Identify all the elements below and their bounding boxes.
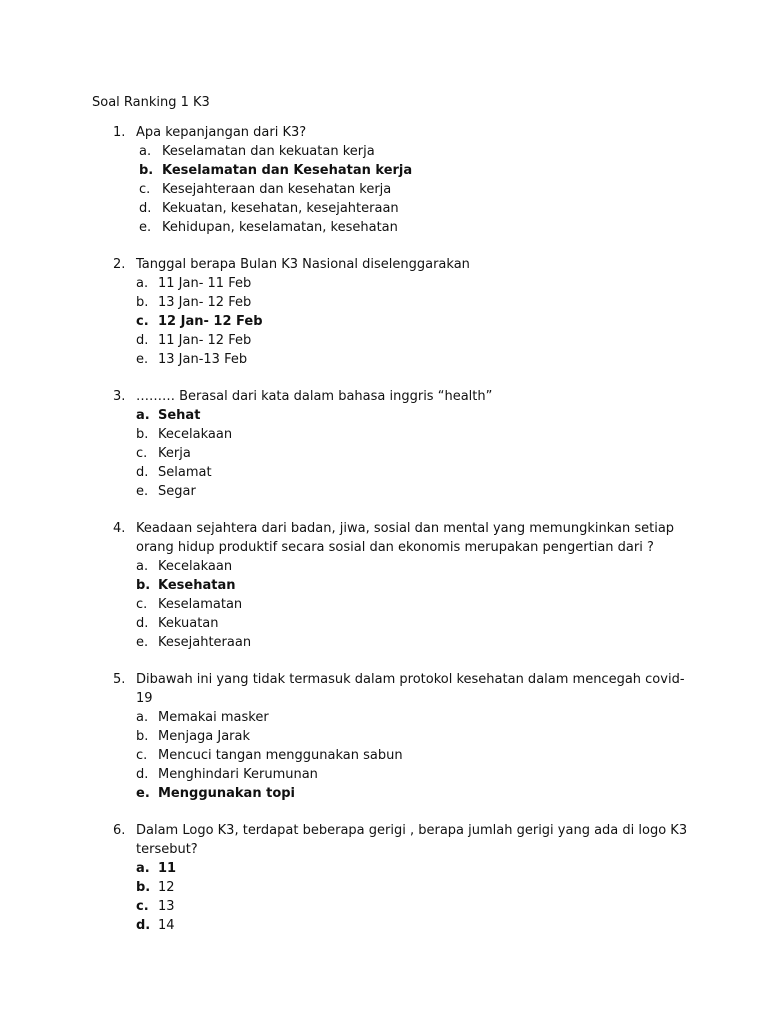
option-letter: a. bbox=[136, 408, 150, 423]
option-letter: e. bbox=[136, 635, 149, 650]
option-letter: b. bbox=[136, 578, 151, 593]
option-letter: d. bbox=[136, 918, 151, 933]
option-letter: c. bbox=[136, 314, 149, 329]
option-text: Keselamatan dan Kesehatan kerja bbox=[162, 163, 413, 178]
option-d bbox=[0, 614, 768, 633]
option-letter: a. bbox=[136, 559, 149, 574]
question-1 bbox=[0, 123, 768, 237]
option-c bbox=[0, 444, 768, 463]
option-letter: b. bbox=[136, 880, 151, 895]
option-text: Keselamatan dan kekuatan kerja bbox=[162, 144, 375, 159]
option-e bbox=[0, 350, 768, 369]
option-letter: e. bbox=[136, 786, 150, 801]
option-letter: e. bbox=[136, 352, 149, 367]
option-text: Memakai masker bbox=[158, 710, 269, 725]
option-letter: d. bbox=[136, 767, 149, 782]
option-b bbox=[0, 425, 768, 444]
option-c bbox=[0, 746, 768, 765]
option-d bbox=[0, 331, 768, 350]
option-b-answer bbox=[0, 576, 768, 595]
option-text: Menghindari Kerumunan bbox=[158, 767, 318, 782]
option-text: 11 Jan- 12 Feb bbox=[158, 333, 252, 348]
option-a bbox=[0, 142, 768, 161]
question-list bbox=[0, 123, 768, 953]
option-text: Kesejahteraan dan kesehatan kerja bbox=[162, 182, 392, 197]
option-text: Keselamatan bbox=[158, 597, 243, 612]
question-number: 3. bbox=[113, 389, 126, 404]
option-text: Kerja bbox=[158, 446, 191, 461]
option-text: 13 Jan- 12 Feb bbox=[158, 295, 252, 310]
option-text: 11 bbox=[158, 861, 177, 876]
option-text: 14 bbox=[158, 918, 175, 933]
option-letter: a. bbox=[139, 144, 152, 159]
option-d bbox=[0, 199, 768, 218]
option-c bbox=[0, 180, 768, 199]
option-e bbox=[0, 633, 768, 652]
option-text: 13 bbox=[158, 899, 175, 914]
question-text: 4. Keadaan sejahtera dari badan, jiwa, sosial dan mental yang memungkinkan setiap orang hidup produktif secara sosial dan ekonomis merupakan pengertian dari ? bbox=[113, 521, 675, 555]
question-text: 1. Apa kepanjangan dari K3? bbox=[113, 125, 307, 140]
question-3 bbox=[0, 387, 768, 501]
option-letter: b. bbox=[136, 427, 149, 442]
option-letter: a. bbox=[136, 861, 150, 876]
option-text: Selamat bbox=[158, 465, 212, 480]
option-letter: c. bbox=[136, 597, 148, 612]
option-letter: b. bbox=[136, 729, 149, 744]
option-text: Segar bbox=[158, 484, 196, 499]
option-text: 12 bbox=[158, 880, 175, 895]
question-text: 3. ……… Berasal dari kata dalam bahasa inggris “health” bbox=[113, 389, 493, 404]
option-text: Kecelakaan bbox=[158, 427, 233, 442]
question-6 bbox=[0, 821, 768, 935]
option-letter: c. bbox=[136, 899, 149, 914]
option-letter: d. bbox=[136, 333, 149, 348]
option-letter: c. bbox=[136, 748, 148, 763]
option-text: Sehat bbox=[158, 408, 201, 423]
option-text: Kehidupan, keselamatan, kesehatan bbox=[162, 220, 398, 235]
option-text: Kekuatan bbox=[158, 616, 219, 631]
option-b bbox=[0, 293, 768, 312]
option-letter: b. bbox=[139, 163, 154, 178]
option-d bbox=[0, 463, 768, 482]
option-text: Kekuatan, kesehatan, kesejahteraan bbox=[162, 201, 399, 216]
option-letter: e. bbox=[139, 220, 152, 235]
option-letter: a. bbox=[136, 710, 149, 725]
option-letter: d. bbox=[136, 616, 149, 631]
option-e bbox=[0, 218, 768, 237]
option-c-answer bbox=[0, 312, 768, 331]
option-d bbox=[0, 765, 768, 784]
option-text: 12 Jan- 12 Feb bbox=[158, 314, 263, 329]
option-a-answer bbox=[0, 406, 768, 425]
option-text: Menjaga Jarak bbox=[158, 729, 251, 744]
option-d bbox=[0, 916, 768, 935]
question-number: 4. bbox=[113, 521, 126, 536]
option-b bbox=[0, 727, 768, 746]
option-letter: a. bbox=[136, 276, 149, 291]
option-text: Kesehatan bbox=[158, 578, 236, 593]
question-5 bbox=[0, 670, 768, 803]
option-text: Mencuci tangan menggunakan sabun bbox=[158, 748, 403, 763]
option-text: Kesejahteraan bbox=[158, 635, 252, 650]
option-a bbox=[0, 708, 768, 727]
option-text: 11 Jan- 11 Feb bbox=[158, 276, 252, 291]
question-4 bbox=[0, 519, 768, 652]
option-text: 13 Jan-13 Feb bbox=[158, 352, 248, 367]
option-b-answer bbox=[0, 161, 768, 180]
document-title: Soal Ranking 1 K3 bbox=[92, 95, 210, 110]
option-letter: c. bbox=[139, 182, 151, 197]
question-number: 6. bbox=[113, 823, 126, 838]
option-e bbox=[0, 482, 768, 501]
option-e-answer bbox=[0, 784, 768, 803]
option-letter: b. bbox=[136, 295, 149, 310]
option-letter: c. bbox=[136, 446, 148, 461]
question-text: 2. Tanggal berapa Bulan K3 Nasional diselenggarakan bbox=[113, 257, 470, 272]
option-b bbox=[0, 878, 768, 897]
option-text: Menggunakan topi bbox=[158, 786, 296, 801]
question-number: 5. bbox=[113, 672, 126, 687]
question-text: 6. Dalam Logo K3, terdapat beberapa gerigi , berapa jumlah gerigi yang ada di logo K3 tersebut? bbox=[113, 823, 688, 857]
option-text: Kecelakaan bbox=[158, 559, 233, 574]
question-text: 5. Dibawah ini yang tidak termasuk dalam protokol kesehatan dalam mencegah covid-19 bbox=[113, 672, 685, 706]
option-c bbox=[0, 897, 768, 916]
question-number: 2. bbox=[113, 257, 126, 272]
question-number: 1. bbox=[113, 125, 126, 140]
option-letter: d. bbox=[139, 201, 152, 216]
option-a-answer bbox=[0, 859, 768, 878]
option-a bbox=[0, 557, 768, 576]
option-c bbox=[0, 595, 768, 614]
option-letter: e. bbox=[136, 484, 149, 499]
question-2 bbox=[0, 255, 768, 369]
option-a bbox=[0, 274, 768, 293]
option-letter: d. bbox=[136, 465, 149, 480]
